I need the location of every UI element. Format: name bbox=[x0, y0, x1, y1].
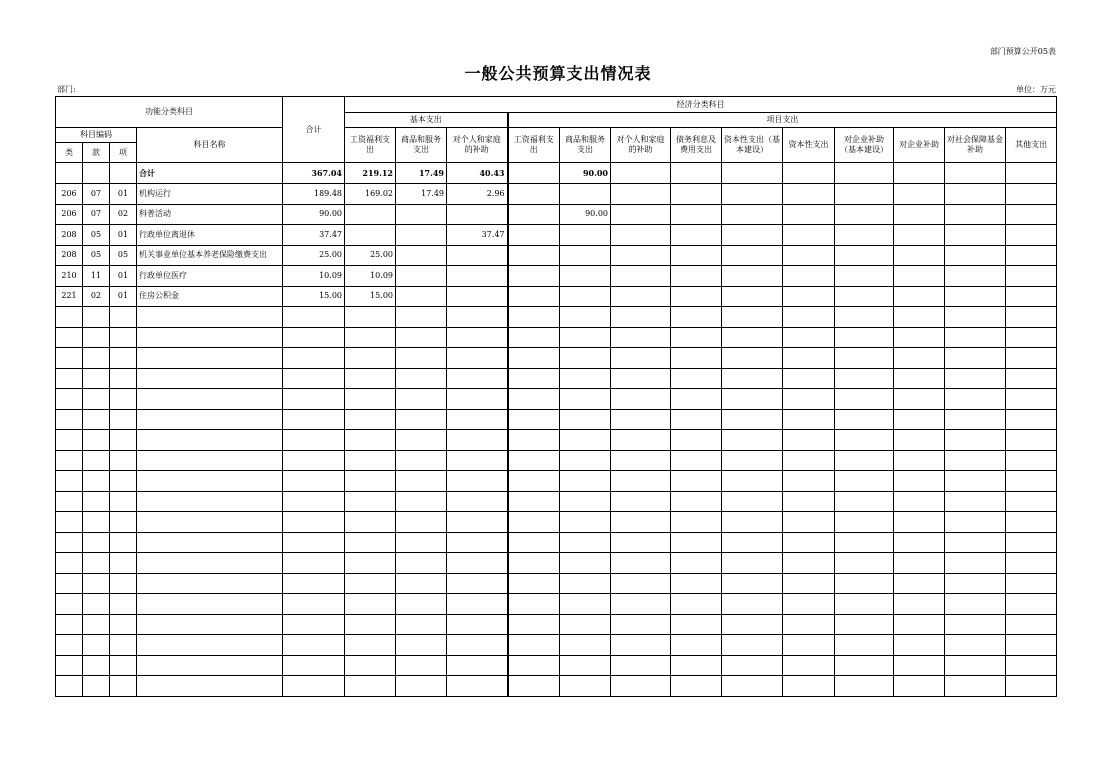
cell-kuan: 05 bbox=[83, 245, 110, 266]
cell-xiang: 01 bbox=[110, 266, 137, 287]
cell-name: 科普活动 bbox=[137, 204, 283, 225]
cell-name: 机关事业单位基本养老保险缴费支出 bbox=[137, 245, 283, 266]
unit-label: 单位：万元 bbox=[1016, 85, 1056, 94]
kuan-header: 款 bbox=[83, 143, 110, 163]
cell-b-personal: 37.47 bbox=[447, 225, 508, 246]
item-name-header: 科目名称 bbox=[137, 128, 283, 163]
project-enterprise-build-header: 对企业补助（基本建设） bbox=[835, 128, 894, 163]
func-class-header: 功能分类科目 bbox=[56, 97, 283, 128]
cell-b-personal bbox=[447, 266, 508, 287]
total-row-total: 367.04 bbox=[283, 163, 345, 184]
empty-row bbox=[56, 553, 1057, 574]
cell-b-salary: 169.02 bbox=[345, 184, 396, 205]
cell-b-personal bbox=[447, 286, 508, 307]
cell-kuan: 02 bbox=[83, 286, 110, 307]
table-row bbox=[56, 204, 1057, 225]
project-social-security-header: 对社会保障基金补助 bbox=[945, 128, 1006, 163]
cell-xiang: 02 bbox=[110, 204, 137, 225]
empty-row bbox=[56, 389, 1057, 410]
cell-b-salary: 10.09 bbox=[345, 266, 396, 287]
cell-b-goods bbox=[396, 225, 447, 246]
total-row-project-goods: 90.00 bbox=[560, 163, 611, 184]
cell-b-goods bbox=[396, 245, 447, 266]
cell-name: 住房公积金 bbox=[137, 286, 283, 307]
cell-p-goods bbox=[560, 286, 611, 307]
empty-row bbox=[56, 368, 1057, 389]
cell-p-goods bbox=[560, 245, 611, 266]
total-row bbox=[56, 163, 1057, 184]
cell-b-salary: 15.00 bbox=[345, 286, 396, 307]
econ-class-header: 经济分类科目 bbox=[345, 97, 1057, 113]
cell-p-goods: 90.00 bbox=[560, 204, 611, 225]
empty-row bbox=[56, 573, 1057, 594]
cell-p-goods bbox=[560, 184, 611, 205]
basic-expense-header: 基本支出 bbox=[345, 113, 508, 128]
cell-p-goods bbox=[560, 225, 611, 246]
cell-xiang: 01 bbox=[110, 225, 137, 246]
code-header: 科目编码 bbox=[56, 128, 137, 143]
empty-row bbox=[56, 327, 1057, 348]
cell-b-goods bbox=[396, 204, 447, 225]
empty-row bbox=[56, 471, 1057, 492]
cell-b-salary bbox=[345, 225, 396, 246]
budget-table bbox=[55, 96, 1057, 697]
empty-row bbox=[56, 635, 1057, 656]
total-row-basic-goods: 17.49 bbox=[396, 163, 447, 184]
cell-b-personal bbox=[447, 204, 508, 225]
table-row bbox=[56, 286, 1057, 307]
basic-salary-header: 工资福利支出 bbox=[345, 128, 396, 163]
cell-b-goods bbox=[396, 266, 447, 287]
basic-goods-header: 商品和服务支出 bbox=[396, 128, 447, 163]
cell-total: 90.00 bbox=[283, 204, 345, 225]
cell-lei: 221 bbox=[56, 286, 83, 307]
total-row-basic-salary: 219.12 bbox=[345, 163, 396, 184]
cell-b-salary: 25.00 bbox=[345, 245, 396, 266]
cell-lei: 206 bbox=[56, 184, 83, 205]
xiang-header: 项 bbox=[110, 143, 137, 163]
cell-name: 行政单位医疗 bbox=[137, 266, 283, 287]
total-row-basic-personal: 40.43 bbox=[447, 163, 508, 184]
empty-row bbox=[56, 655, 1057, 676]
cell-b-goods bbox=[396, 286, 447, 307]
project-goods-header: 商品和服务支出 bbox=[560, 128, 611, 163]
cell-total: 37.47 bbox=[283, 225, 345, 246]
empty-row bbox=[56, 491, 1057, 512]
cell-total: 189.48 bbox=[283, 184, 345, 205]
cell-b-personal bbox=[447, 245, 508, 266]
cell-xiang: 01 bbox=[110, 184, 137, 205]
cell-total: 15.00 bbox=[283, 286, 345, 307]
empty-row bbox=[56, 614, 1057, 635]
empty-row bbox=[56, 450, 1057, 471]
cell-kuan: 11 bbox=[83, 266, 110, 287]
cell-b-goods: 17.49 bbox=[396, 184, 447, 205]
table-row bbox=[56, 266, 1057, 287]
project-capital-build-header: 资本性支出（基本建设） bbox=[722, 128, 783, 163]
cell-p-goods bbox=[560, 266, 611, 287]
project-debt-header: 债务利息及费用支出 bbox=[671, 128, 722, 163]
cell-xiang: 01 bbox=[110, 286, 137, 307]
cell-kuan: 07 bbox=[83, 184, 110, 205]
table-row bbox=[56, 245, 1057, 266]
project-other-header: 其他支出 bbox=[1006, 128, 1057, 163]
cell-total: 10.09 bbox=[283, 266, 345, 287]
cell-xiang: 05 bbox=[110, 245, 137, 266]
project-expense-header: 项目支出 bbox=[508, 113, 1057, 128]
cell-lei: 210 bbox=[56, 266, 83, 287]
project-personal-header: 对个人和家庭的补助 bbox=[611, 128, 671, 163]
cell-kuan: 05 bbox=[83, 225, 110, 246]
cell-b-salary bbox=[345, 204, 396, 225]
cell-lei: 206 bbox=[56, 204, 83, 225]
project-salary-header: 工资福利支出 bbox=[508, 128, 560, 163]
empty-row bbox=[56, 307, 1057, 328]
empty-row bbox=[56, 594, 1057, 615]
empty-row bbox=[56, 409, 1057, 430]
table-row bbox=[56, 184, 1057, 205]
cell-kuan: 07 bbox=[83, 204, 110, 225]
project-capital-header: 资本性支出 bbox=[783, 128, 835, 163]
document-code: 部门预算公开05表 bbox=[989, 47, 1056, 56]
empty-row bbox=[56, 512, 1057, 533]
department-label: 部门: bbox=[57, 85, 76, 94]
empty-row bbox=[56, 430, 1057, 451]
cell-name: 行政单位离退休 bbox=[137, 225, 283, 246]
basic-personal-header: 对个人和家庭的补助 bbox=[447, 128, 508, 163]
project-enterprise-header: 对企业补助 bbox=[894, 128, 945, 163]
empty-row bbox=[56, 348, 1057, 369]
cell-lei: 208 bbox=[56, 245, 83, 266]
empty-row bbox=[56, 532, 1057, 553]
cell-total: 25.00 bbox=[283, 245, 345, 266]
lei-header: 类 bbox=[56, 143, 83, 163]
table-row bbox=[56, 225, 1057, 246]
cell-name: 机构运行 bbox=[137, 184, 283, 205]
total-header: 合计 bbox=[283, 97, 345, 163]
cell-lei: 208 bbox=[56, 225, 83, 246]
total-row-label: 合计 bbox=[137, 163, 283, 184]
page-title: 一般公共预算支出情况表 bbox=[464, 64, 652, 83]
empty-row bbox=[56, 676, 1057, 697]
cell-b-personal: 2.96 bbox=[447, 184, 508, 205]
